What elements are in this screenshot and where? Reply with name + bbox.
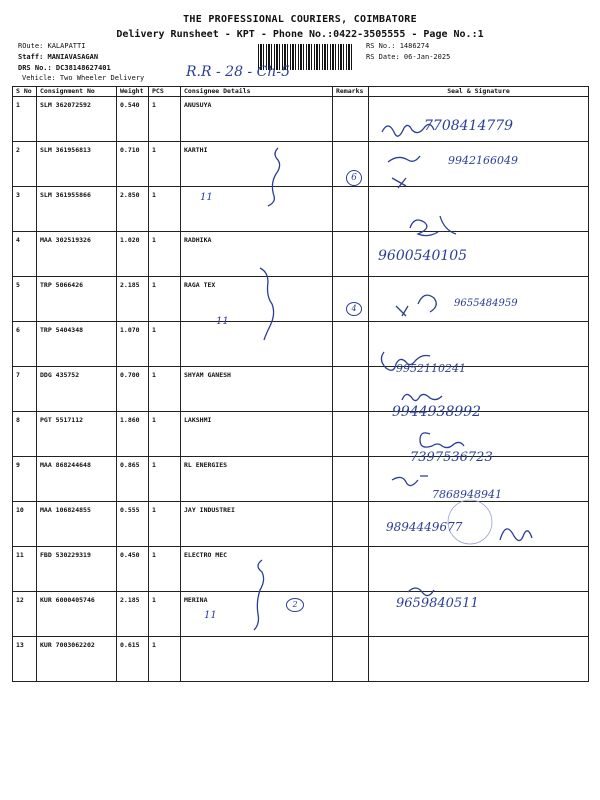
cell-consignee (181, 637, 333, 682)
cell-weight: 0.450 (117, 547, 149, 592)
cell-remarks (333, 412, 369, 457)
cell-weight: 0.700 (117, 367, 149, 412)
handwritten-phone-row-9: 7397536723 (410, 450, 493, 465)
cell-signature (369, 547, 589, 592)
cell-consignment-no: SLM 361955866 (37, 187, 117, 232)
handwritten-ditto-row-13: 11 (204, 610, 217, 621)
cell-consignment-no: DDG 435752 (37, 367, 117, 412)
cell-signature (369, 322, 589, 367)
handwritten-phone-row-6: 9655484959 (454, 298, 518, 309)
remark-circle-row-13: 2 (286, 598, 304, 612)
table-row (13, 232, 589, 277)
cell-remarks (333, 502, 369, 547)
handwritten-ditto-row-6: 11 (216, 316, 229, 327)
cell-weight: 0.540 (117, 97, 149, 142)
cell-weight: 0.555 (117, 502, 149, 547)
handwritten-phone-row-1: 7708414779 (424, 118, 514, 134)
cell-sno: 11 (13, 547, 37, 592)
handwritten-phone-row-13: 9659840511 (396, 596, 479, 611)
table-row (13, 502, 589, 547)
drs-number: DRS No.: DC38148627401 (18, 64, 111, 72)
cell-consignee: LAKSHMI (181, 412, 333, 457)
cell-consignee: RL ENERGIES (181, 457, 333, 502)
cell-remarks (333, 97, 369, 142)
cell-pcs: 1 (149, 142, 181, 187)
cell-weight: 2.185 (117, 277, 149, 322)
table-header-row (13, 87, 589, 97)
cell-remarks (333, 457, 369, 502)
handwritten-phone-row-4: 9600540105 (378, 248, 468, 264)
cell-weight: 2.185 (117, 592, 149, 637)
cell-consignee: ANUSUYA (181, 97, 333, 142)
cell-consignee: RAGA TEX (181, 277, 333, 322)
company-title: THE PROFESSIONAL COURIERS, COIMBATORE (183, 14, 417, 25)
cell-consignment-no: MAA 106824855 (37, 502, 117, 547)
cell-pcs: 1 (149, 412, 181, 457)
table-row (13, 187, 589, 232)
cell-consignee: ELECTRO MEC (181, 547, 333, 592)
cell-remarks (333, 367, 369, 412)
cell-pcs: 1 (149, 547, 181, 592)
route-label: ROute: KALAPATTI (18, 42, 86, 50)
cell-pcs: 1 (149, 502, 181, 547)
cell-pcs: 1 (149, 322, 181, 367)
handwritten-phone-row-8: 9944938992 (392, 404, 482, 420)
cell-pcs: 1 (149, 187, 181, 232)
cell-consignee: RADHIKA (181, 232, 333, 277)
cell-remarks (333, 637, 369, 682)
cell-sno: 10 (13, 502, 37, 547)
cell-pcs: 1 (149, 97, 181, 142)
cell-pcs: 1 (149, 277, 181, 322)
cell-sno: 5 (13, 277, 37, 322)
handwritten-phone-row-2: 9942166049 (448, 154, 518, 167)
col-consignment: Consignment No (37, 87, 117, 97)
cell-weight: 1.070 (117, 322, 149, 367)
cell-remarks (333, 547, 369, 592)
table-row (13, 367, 589, 412)
cell-sno: 6 (13, 322, 37, 367)
cell-weight: 2.850 (117, 187, 149, 232)
cell-sno: 8 (13, 412, 37, 457)
cell-consignment-no: SLM 362072592 (37, 97, 117, 142)
col-sno: S No (13, 87, 37, 97)
cell-weight: 0.865 (117, 457, 149, 502)
cell-sno: 3 (13, 187, 37, 232)
cell-consignment-no: MAA 868244648 (37, 457, 117, 502)
handwritten-route-note: R.R - 28 - Ch-5 (186, 64, 290, 80)
cell-consignment-no: SLM 361956813 (37, 142, 117, 187)
cell-sno: 13 (13, 637, 37, 682)
cell-weight: 0.615 (117, 637, 149, 682)
remark-circle-row-6: 4 (346, 302, 362, 316)
cell-remarks (333, 322, 369, 367)
cell-consignee: MERINA (181, 592, 333, 637)
cell-consignment-no: FBD 530229319 (37, 547, 117, 592)
col-weight: Weight (117, 87, 149, 97)
cell-consignee (181, 322, 333, 367)
runsheet-title: Delivery Runsheet - KPT - Phone No.:0422-3505555 - Page No.:1 (116, 29, 484, 40)
remark-circle-row-2: 6 (346, 170, 362, 186)
table-row (13, 412, 589, 457)
col-remarks: Remarks (333, 87, 369, 97)
cell-signature (369, 187, 589, 232)
cell-remarks (333, 232, 369, 277)
staff-label: Staff: MANIAVASAGAN (18, 53, 99, 61)
cell-sno: 2 (13, 142, 37, 187)
cell-pcs: 1 (149, 457, 181, 502)
rs-date: RS Date: 06-Jan-2025 (366, 53, 451, 61)
cell-pcs: 1 (149, 637, 181, 682)
col-signature: Seal & Signature (369, 87, 589, 97)
cell-signature (369, 637, 589, 682)
table-row (13, 457, 589, 502)
cell-consignment-no: KUR 7003062202 (37, 637, 117, 682)
cell-sno: 1 (13, 97, 37, 142)
cell-remarks (333, 187, 369, 232)
cell-weight: 1.860 (117, 412, 149, 457)
cell-sno: 9 (13, 457, 37, 502)
cell-pcs: 1 (149, 592, 181, 637)
handwritten-phone-row-10: 7868948941 (432, 488, 502, 501)
cell-sno: 12 (13, 592, 37, 637)
handwritten-ditto-row-3: 11 (200, 192, 213, 203)
cell-sno: 4 (13, 232, 37, 277)
cell-consignee: SHYAM GANESH (181, 367, 333, 412)
vehicle-label: Vehicle: Two Wheeler Delivery (22, 74, 145, 82)
cell-consignment-no: TRP 5066426 (37, 277, 117, 322)
table-row (13, 592, 589, 637)
table-row (13, 322, 589, 367)
cell-consignment-no: MAA 302519326 (37, 232, 117, 277)
rs-number: RS No.: 1486274 (366, 42, 430, 50)
cell-consignment-no: TRP 5404348 (37, 322, 117, 367)
handwritten-phone-row-11: 9894449677 (386, 520, 463, 534)
cell-consignment-no: KUR 6000405746 (37, 592, 117, 637)
col-pcs: PCS (149, 87, 181, 97)
cell-consignee: KARTHI (181, 142, 333, 187)
cell-pcs: 1 (149, 232, 181, 277)
table-row (13, 637, 589, 682)
table-row (13, 547, 589, 592)
cell-pcs: 1 (149, 367, 181, 412)
cell-weight: 0.710 (117, 142, 149, 187)
col-consignee: Consignee Details (181, 87, 333, 97)
cell-consignee: JAY INDUSTREI (181, 502, 333, 547)
cell-sno: 7 (13, 367, 37, 412)
cell-consignment-no: PGT 5517112 (37, 412, 117, 457)
handwritten-phone-row-7: 9952110241 (396, 362, 466, 375)
cell-weight: 1.020 (117, 232, 149, 277)
cell-remarks (333, 592, 369, 637)
delivery-table (12, 86, 589, 682)
